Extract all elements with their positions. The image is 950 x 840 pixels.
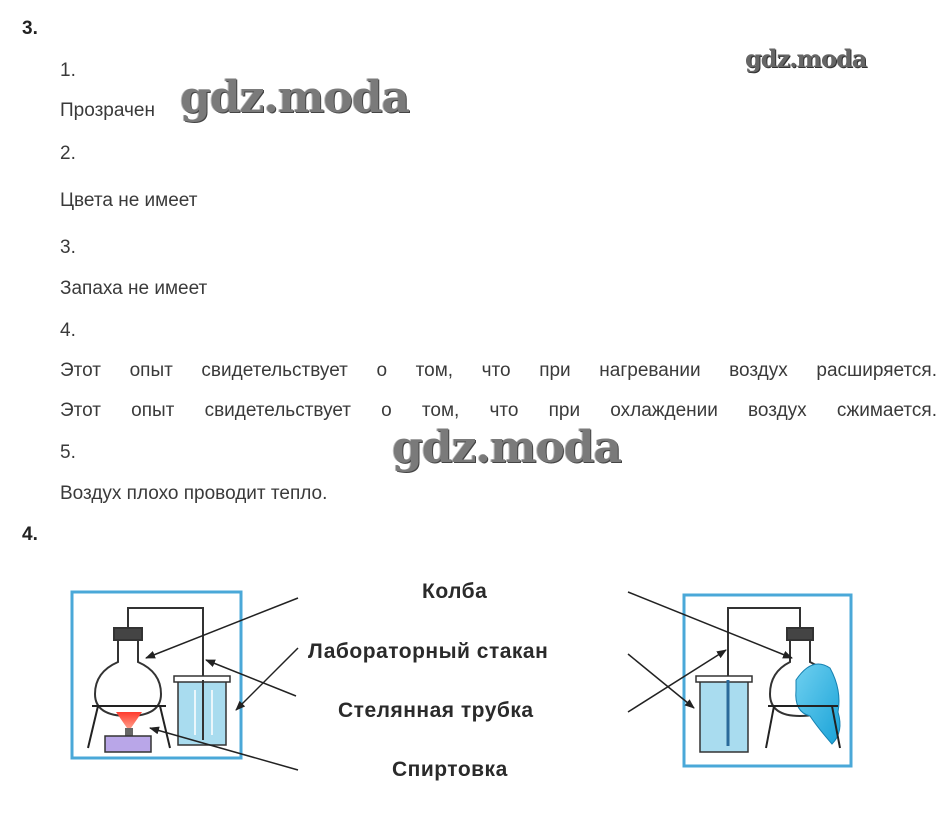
item-4-answer-line-1: Этот опыт свидетельствует о том, что при нагревании воздух расширяется. xyxy=(60,360,937,381)
item-5-number: 5. xyxy=(60,442,76,463)
label-glass-tube: Стелянная трубка xyxy=(338,699,534,722)
item-2-number: 2. xyxy=(60,143,76,164)
item-4-answer-line-2: Этот опыт свидетельствует о том, что при охлаждении воздух сжимается. xyxy=(60,400,937,421)
watermark-logo: gdz.moda xyxy=(392,422,622,473)
label-flask: Колба xyxy=(422,580,488,603)
watermark-logo: gdz.moda xyxy=(180,72,410,123)
item-3-answer: Запаха не имеет xyxy=(60,278,208,299)
item-1-number: 1. xyxy=(60,60,76,81)
beaker-right xyxy=(696,676,752,752)
section-3-number: 3. xyxy=(22,18,38,39)
item-3-number: 3. xyxy=(60,237,76,258)
item-5-answer: Воздух плохо проводит тепло. xyxy=(60,483,328,504)
item-1-answer: Прозрачен xyxy=(60,100,155,121)
item-2-answer: Цвета не имеет xyxy=(60,190,198,211)
watermark-logo: gdz.moda xyxy=(745,44,867,73)
section-4-number: 4. xyxy=(22,524,38,545)
label-beaker: Лабораторный стакан xyxy=(308,640,549,663)
left-diagram-heating xyxy=(72,592,241,758)
arrow-beaker-left xyxy=(236,648,298,710)
label-spirit-lamp: Спиртовка xyxy=(392,758,508,781)
item-4-number: 4. xyxy=(60,320,76,341)
right-diagram-cooling xyxy=(684,595,851,766)
beaker-left xyxy=(174,676,230,745)
